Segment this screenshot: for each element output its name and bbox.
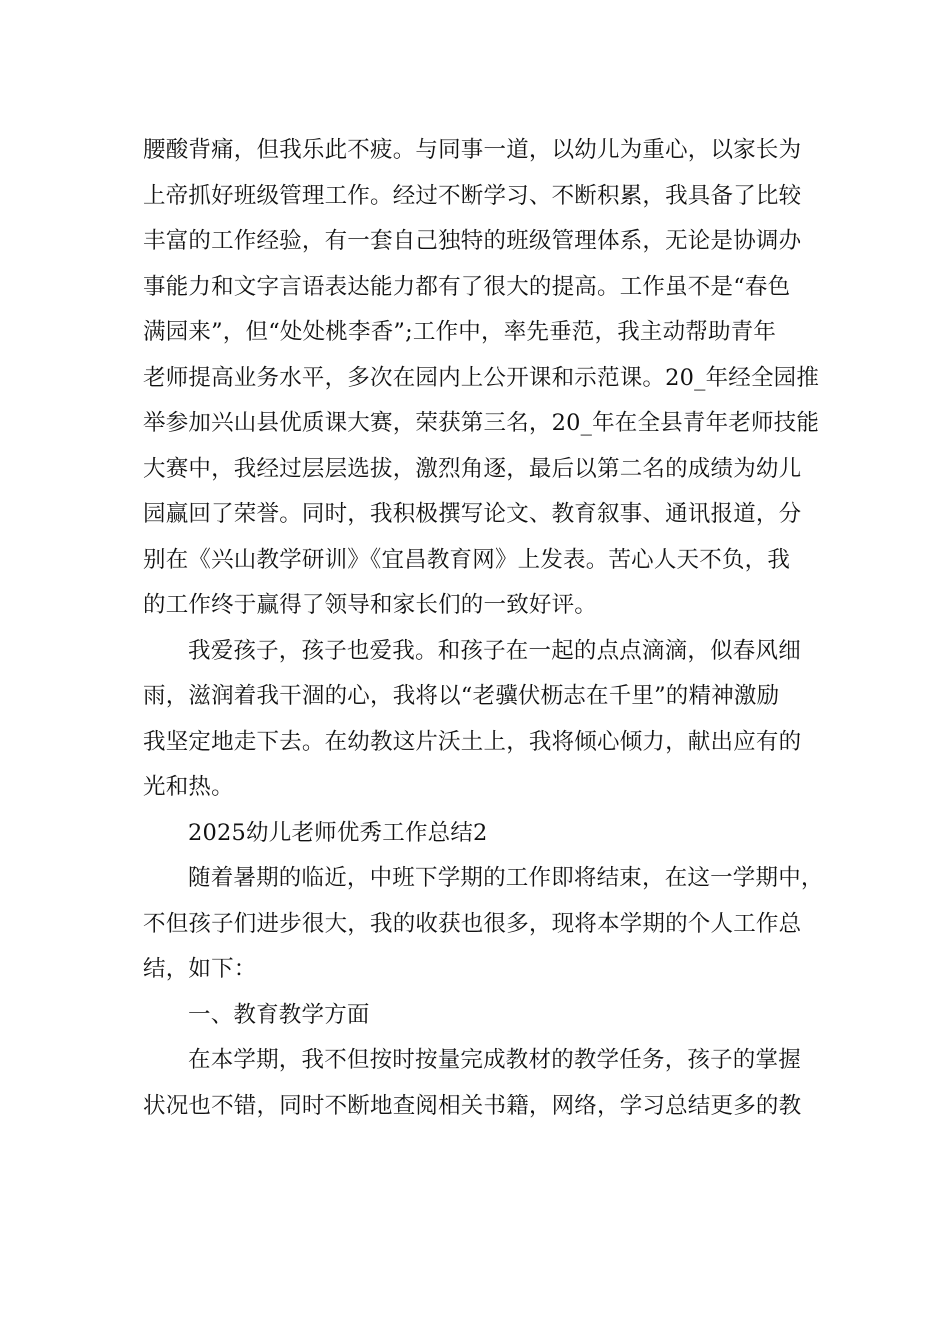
body-line-11: 的工作终于赢得了领导和家长们的一致好评。	[143, 592, 598, 618]
body-line-2: 上帝抓好班级管理工作。经过不断学习、不断积累，我具备了比较	[143, 182, 802, 209]
body-line-12: 我爱孩子，孩子也爱我。和孩子在一起的点点滴滴，似春风细	[188, 637, 801, 664]
body-line-1: 腰酸背痛，但我乐此不疲。与同事一道，以幼儿为重心，以家长为	[143, 137, 802, 163]
body-line-18: 不但孩子们进步很大，我的收获也很多，现将本学期的个人工作总	[143, 910, 802, 937]
section-title: 2025幼儿老师优秀工作总结2	[188, 819, 488, 846]
body-line-22: 状况也不错，同时不断地查阅相关书籍，网络，学习总结更多的教	[143, 1092, 802, 1119]
subsection-heading: 一、教育教学方面	[188, 1001, 370, 1028]
body-line-6: 老师提高业务水平，多次在园内上公开课和示范课。20_年经全园推	[143, 364, 820, 391]
document-body	[143, 128, 824, 1129]
body-line-10: 别在《兴山教学研训》《宜昌教育网》上发表。苦心人天不负，我	[143, 546, 791, 573]
body-line-13: 雨，滋润着我干涸的心，我将以“老骥伏枥志在千里”的精神激励	[143, 683, 780, 709]
body-line-5: 满园来”，但“处处桃李香”;工作中，率先垂范，我主动帮助青年	[143, 319, 777, 345]
body-line-14: 我坚定地走下去。在幼教这片沃土上，我将倾心倾力，献出应有的	[143, 728, 802, 755]
body-line-17: 随着暑期的临近，中班下学期的工作即将结束，在这一学期中，	[188, 865, 824, 891]
body-line-21: 在本学期，我不但按时按量完成教材的教学任务，孩子的掌握	[188, 1047, 801, 1073]
body-line-3: 丰富的工作经验，有一套自己独特的班级管理体系，无论是协调办	[143, 228, 802, 254]
body-line-19: 结，如下：	[143, 956, 257, 982]
body-line-4: 事能力和文字言语表达能力都有了很大的提高。工作虽不是“春色	[143, 273, 791, 300]
body-line-15: 光和热。	[143, 774, 234, 800]
body-line-7: 举参加兴山县优质课大赛，荣获第三名，20_年在全县青年老师技能	[143, 410, 820, 436]
body-line-8: 大赛中，我经过层层选拔，激烈角逐，最后以第二名的成绩为幼儿	[143, 455, 802, 482]
body-line-9: 园赢回了荣誉。同时，我积极撰写论文、教育叙事、通讯报道，分	[143, 501, 802, 527]
